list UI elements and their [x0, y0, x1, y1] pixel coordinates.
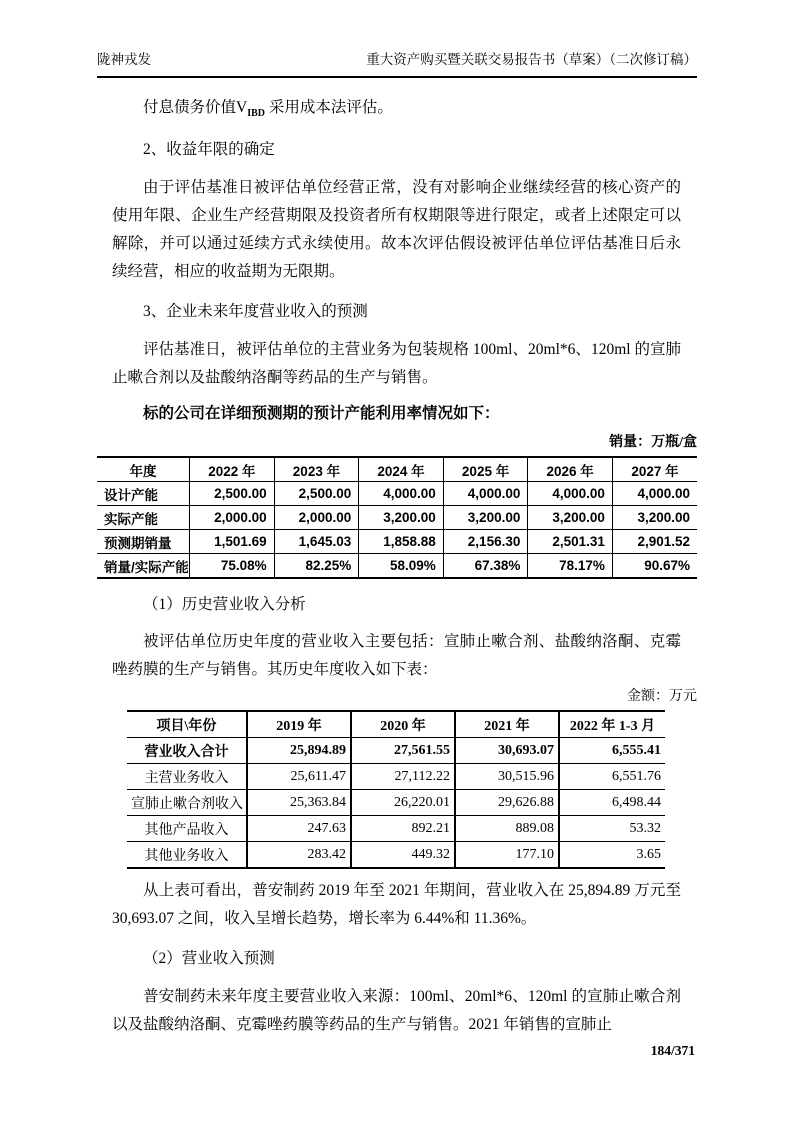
table-cell: 30,515.96	[455, 764, 559, 790]
table-cell: 27,561.55	[351, 738, 455, 764]
table-cell: 3,200.00	[443, 506, 528, 530]
column-header: 2025 年	[443, 457, 528, 482]
capacity-table-unit-label: 销量：万瓶/盒	[609, 435, 697, 450]
table-cell: 2,000.00	[274, 506, 359, 530]
capacity-intro-note: 标的公司在详细预测期的预计产能利用率情况如下：	[143, 405, 500, 422]
column-header: 2024 年	[359, 457, 444, 482]
table-row	[97, 506, 697, 530]
table-cell: 177.10	[455, 842, 559, 869]
company-short-name: 陇神戎发	[97, 52, 151, 67]
section-heading-revenue-prediction: （2）营业收入预测	[143, 950, 275, 967]
table-cell: 58.09%	[359, 554, 444, 579]
column-header: 2020 年	[351, 711, 455, 738]
table-cell: 3,200.00	[528, 506, 613, 530]
revenue-table-unit-label: 金额：万元	[627, 689, 697, 704]
paragraph-forecast-source: 普安制药未来年度主要营业收入来源：100ml、20ml*6、120ml 的宣肺止嗽合剂以及盐酸纳洛酮、克霉唑药膜等药品的生产与销售。2021 年销售的宣肺止	[112, 988, 681, 1033]
table-cell: 1,858.88	[359, 530, 444, 554]
table-row	[127, 816, 665, 842]
table-cell: 25,611.47	[247, 764, 351, 790]
table-cell: 3,200.00	[612, 506, 697, 530]
table-cell: 53.32	[559, 816, 665, 842]
table-header-row	[97, 457, 697, 482]
row-label: 设计产能	[97, 482, 190, 506]
table-cell: 90.67%	[612, 554, 697, 579]
table-cell: 4,000.00	[443, 482, 528, 506]
table-cell: 30,693.07	[455, 738, 559, 764]
column-header: 2023 年	[274, 457, 359, 482]
section-heading-history-revenue: （1）历史营业收入分析	[143, 596, 306, 613]
table-cell: 283.42	[247, 842, 351, 869]
table-cell: 3.65	[559, 842, 665, 869]
column-header: 2026 年	[528, 457, 613, 482]
row-label: 宣肺止嗽合剂收入	[127, 790, 247, 816]
row-label: 销量/实际产能	[97, 554, 190, 579]
row-label: 主营业务收入	[127, 764, 247, 790]
table-cell: 75.08%	[190, 554, 275, 579]
paragraph-history-analysis: 从上表可看出，普安制药 2019 年至 2021 年期间，营业收入在 25,894.89 万元至 30,693.07 之间，收入呈增长趋势，增长率为 6.44%和 11.36%。	[112, 882, 681, 927]
column-header: 2022 年	[190, 457, 275, 482]
vibd-subscript: IBD	[247, 108, 265, 120]
column-header: 2019 年	[247, 711, 351, 738]
row-label: 营业收入合计	[127, 738, 247, 764]
table-row	[97, 530, 697, 554]
row-label: 实际产能	[97, 506, 190, 530]
section-heading-income-years: 2、收益年限的确定	[143, 141, 275, 158]
table-cell: 2,501.31	[528, 530, 613, 554]
table-cell: 25,894.89	[247, 738, 351, 764]
column-header: 2027 年	[612, 457, 697, 482]
table-cell: 6,498.44	[559, 790, 665, 816]
paragraph-history-intro: 被评估单位历史年度的营业收入主要包括：宣肺止嗽合剂、盐酸纳洛酮、克霉唑药膜的生产与销售。其历史年度收入如下表：	[112, 633, 681, 678]
row-label: 其他业务收入	[127, 842, 247, 869]
table-cell: 247.63	[247, 816, 351, 842]
paragraph-duration: 由于评估基准日被评估单位经营正常，没有对影响企业继续经营的核心资产的使用年限、企业生产经营期限及投资者所有权期限等进行限定，或者上述限定可以解除，并可以通过延续方式永续使用。故本次评估假设被评估单位评估基准日后永续经营，相应的收益期为无限期。	[112, 179, 681, 280]
vibd-prefix: 付息债务价值V	[143, 99, 248, 116]
paragraph-main-business: 评估基准日，被评估单位的主营业务为包装规格 100ml、20ml*6、120ml 的宣肺止嗽合剂以及盐酸纳洛酮等药品的生产与销售。	[112, 341, 681, 386]
table-cell: 2,000.00	[190, 506, 275, 530]
page-number: 184/371	[650, 1043, 695, 1058]
page-header	[97, 48, 697, 78]
table-cell: 78.17%	[528, 554, 613, 579]
table-cell: 4,000.00	[528, 482, 613, 506]
report-title: 重大资产购买暨关联交易报告书（草案）（二次修订稿）	[366, 52, 697, 67]
column-header: 2022 年 1-3 月	[559, 711, 665, 738]
table-cell: 25,363.84	[247, 790, 351, 816]
table-cell: 2,156.30	[443, 530, 528, 554]
table-cell: 449.32	[351, 842, 455, 869]
table-cell: 26,220.01	[351, 790, 455, 816]
table-cell: 4,000.00	[359, 482, 444, 506]
capacity-utilization-table	[97, 456, 697, 579]
table-cell: 2,901.52	[612, 530, 697, 554]
table-cell: 889.08	[455, 816, 559, 842]
page-content	[97, 48, 697, 1061]
row-label: 预测期销量	[97, 530, 190, 554]
table-cell: 6,555.41	[559, 738, 665, 764]
table-cell: 1,501.69	[190, 530, 275, 554]
table-cell: 29,626.88	[455, 790, 559, 816]
table-cell: 1,645.03	[274, 530, 359, 554]
table-cell: 6,551.76	[559, 764, 665, 790]
column-header: 年度	[97, 457, 190, 482]
table-cell: 82.25%	[274, 554, 359, 579]
table-row	[127, 842, 665, 869]
vibd-suffix: 采用成本法评估。	[265, 99, 393, 116]
table-row	[127, 790, 665, 816]
column-header: 2021 年	[455, 711, 559, 738]
table-cell: 2,500.00	[190, 482, 275, 506]
table-row	[97, 554, 697, 579]
table-cell: 4,000.00	[612, 482, 697, 506]
section-heading-revenue-forecast: 3、企业未来年度营业收入的预测	[143, 303, 368, 320]
table-cell: 2,500.00	[274, 482, 359, 506]
table-cell: 27,112.22	[351, 764, 455, 790]
table-header-row	[127, 711, 665, 738]
table-row	[97, 482, 697, 506]
historical-revenue-table	[127, 710, 665, 869]
row-label: 其他产品收入	[127, 816, 247, 842]
table-row	[127, 764, 665, 790]
column-header: 项目\年份	[127, 711, 247, 738]
table-cell: 3,200.00	[359, 506, 444, 530]
paragraph-vibd	[112, 94, 681, 122]
table-cell: 67.38%	[443, 554, 528, 579]
table-row	[127, 738, 665, 764]
table-cell: 892.21	[351, 816, 455, 842]
